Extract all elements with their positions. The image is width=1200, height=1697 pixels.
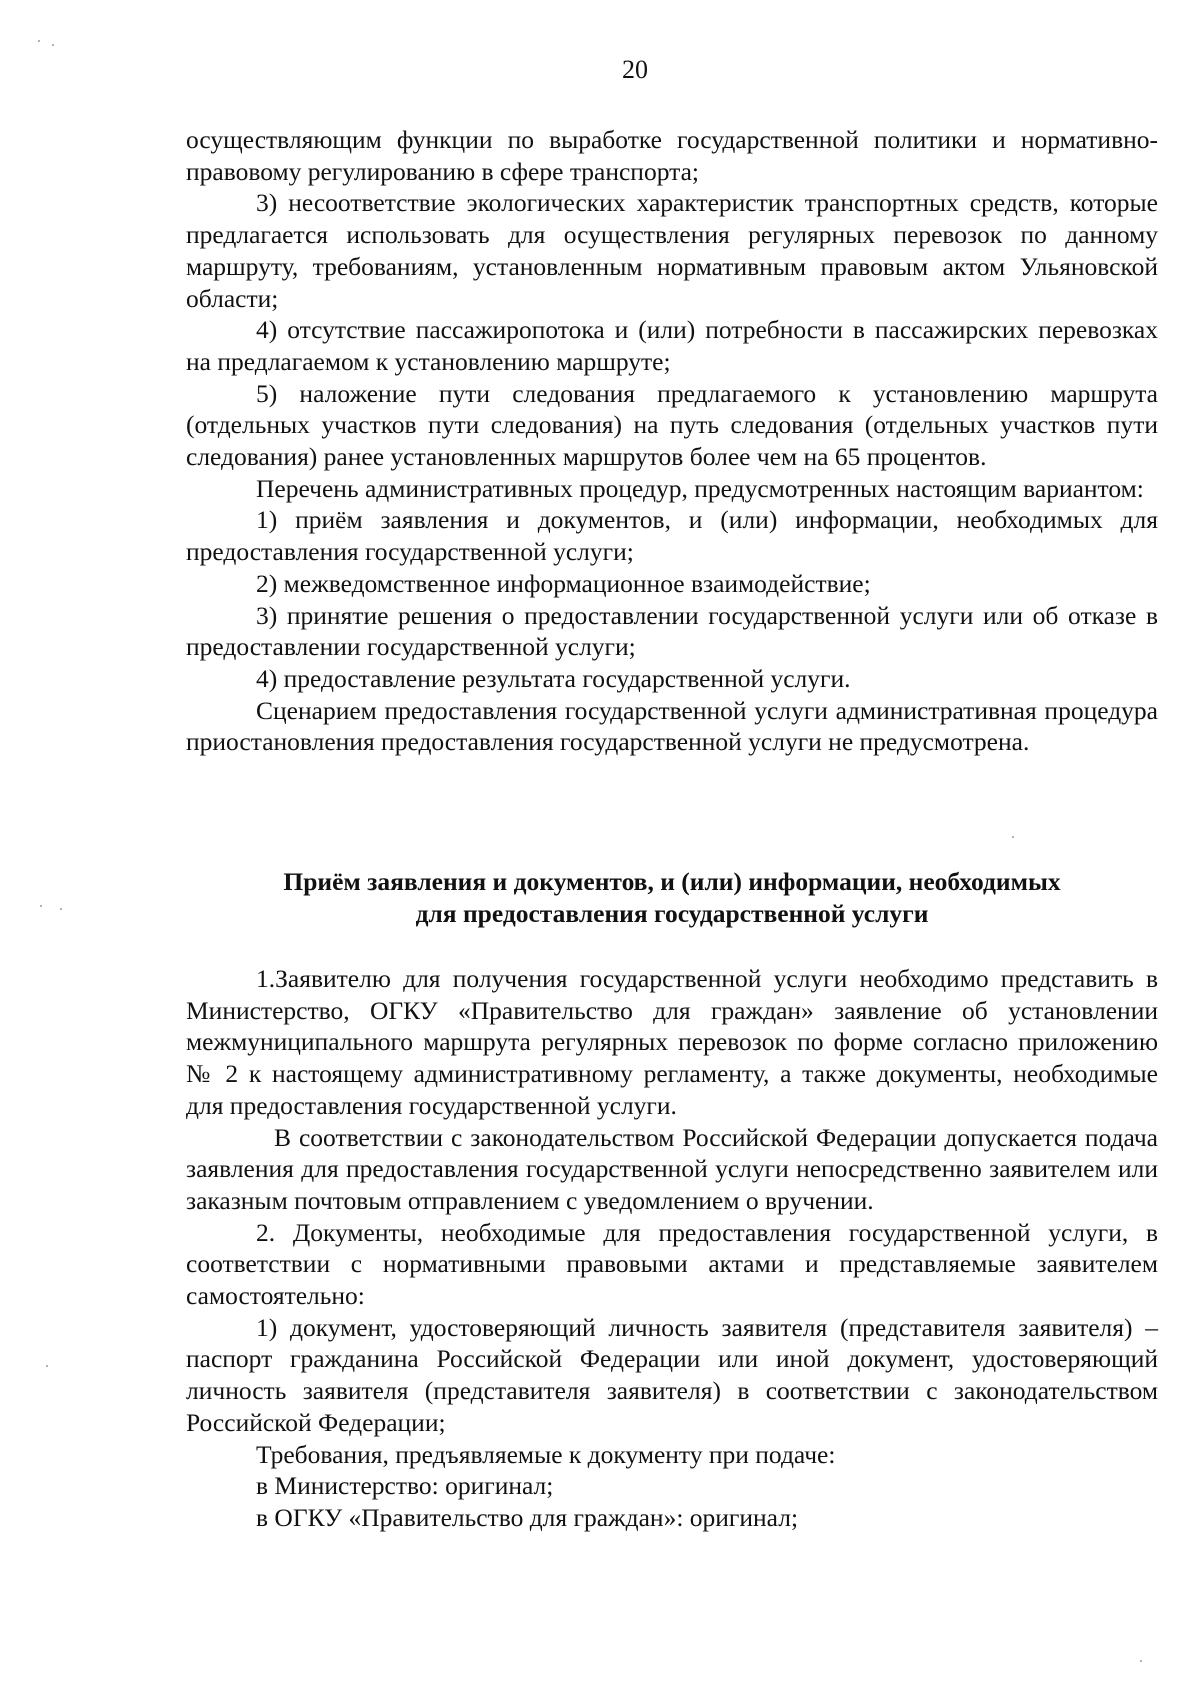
scan-speck [38,40,40,42]
scan-speck [1012,836,1014,838]
paragraph: в ОГКУ «Правительство для граждан»: оригинал; [256,1502,799,1532]
paragraph: 3) принятие решения о предоставлении государственной услуги или об отказе в предоставлении государственной услуги; [186,600,1158,662]
page-number: 20 [622,55,648,84]
scan-speck [1140,1660,1142,1662]
paragraph: 3) несоответствие экологических характеристик транспортных средств, которые предлагается использовать для осуществления регулярных перевозок по данному маршруту, требованиям, установленным нормативным правовым актом Ульяновской области; [186,188,1158,313]
paragraph: 4) отсутствие пассажиропотока и (или) потребности в пассажирских перевозках на предлагаемом к установлению маршруте; [186,315,1158,376]
section-heading [186,866,1158,930]
body-text-upper [186,124,1158,758]
paragraph: 1) документ, удостоверяющий личность заявителя (представителя заявителя) – паспорт гражданина Российской Федерации или иной документ, удостоверяющий личность заявителя (представителя заявителя) в соответствии с законодательством Российской Федерации; [186,1312,1158,1437]
body-text-lower [186,963,1158,1534]
section-heading-line: Приём заявления и документов, и (или) информации, необходимых [283,867,1061,896]
scan-speck [40,905,42,907]
section-heading-line: для предоставления государственной услуги [415,899,929,928]
paragraph: 2. Документы, необходимые для предоставления государственной услуги, в соответствии с нормативными правовыми актами и представляемые заявителем самостоятельно: [186,1217,1158,1311]
paragraph: 2) межведомственное информационное взаимодействие; [256,568,871,598]
paragraph: 1.Заявителю для получения государственной услуги необходимо представить в Министерство, ОГКУ «Правительство для граждан» заявление об установлении межмуниципального маршрута регулярных перевозок по форме согласно приложению № 2 к настоящему административному регламенту, а также документы, необходимые для предоставления государственной услуги. [186,964,1158,1120]
paragraph: 4) предоставление результата государственной услуги. [256,663,851,693]
paragraph: в Министерство: оригинал; [256,1471,554,1501]
scan-speck [52,44,54,46]
paragraph: Перечень административных процедур, предусмотренных настоящим вариантом: [256,473,1144,503]
paragraph: В соответствии с законодательством Российской Федерации допускается подача заявления для предоставления государственной услуги непосредственно заявителем или заказным почтовым отправлением с уведомлением о вручении. [186,1122,1158,1215]
paragraph: 1) приём заявления и документов, и (или) информации, необходимых для предоставления государственной услуги; [186,505,1158,567]
paragraph: осуществляющим функции по выработке государственной политики и нормативно-правовому регулированию в сфере транспорта; [186,125,1158,186]
paragraph: Сценарием предоставления государственной услуги административная процедура приостановления предоставления государственной услуги не предусмотрена. [186,695,1158,757]
scan-speck [46,1365,48,1367]
scan-speck [60,908,62,910]
paragraph: 5) наложение пути следования предлагаемого к установлению маршрута (отдельных участков пути следования) на путь следования (отдельных участков пути следования) ранее установленных маршрутов более чем на 65 процентов. [186,378,1158,472]
paragraph: Требования, предъявляемые к документу при подаче: [256,1439,836,1469]
